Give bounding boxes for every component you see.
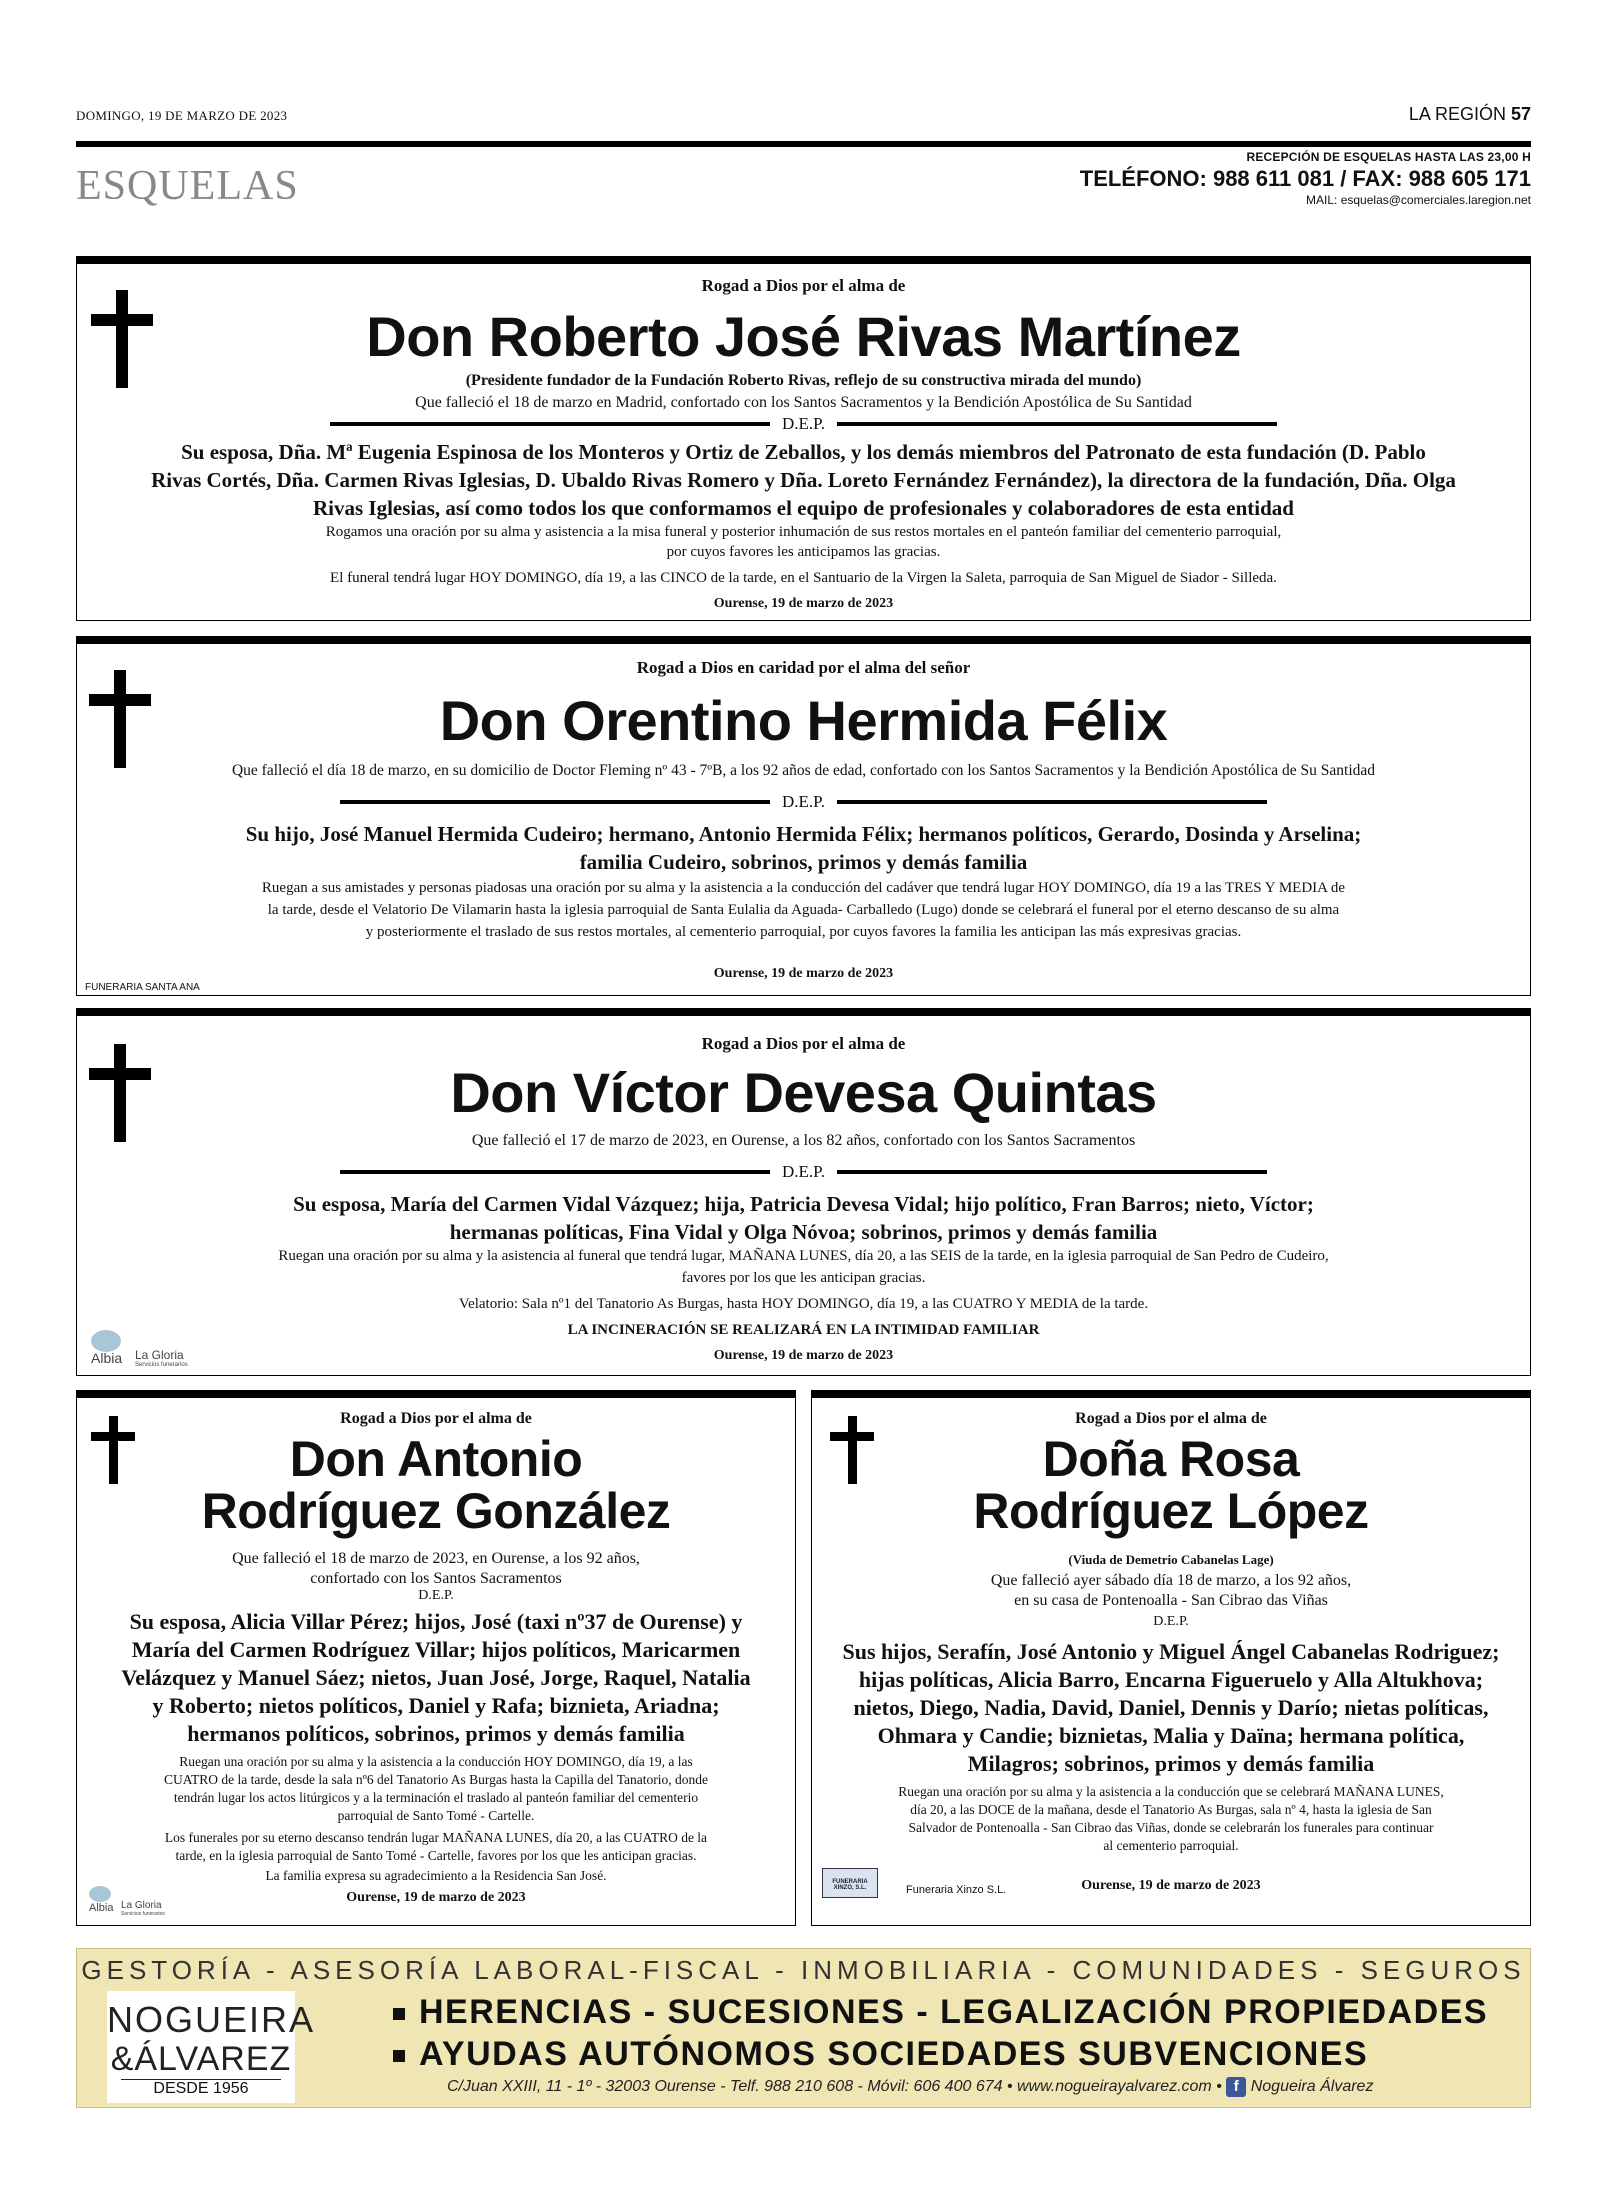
ceremony-text: Salvador de Pontenoalla - San Cibrao das Viñas, donde se celebrarán los funerales para continuar [908,1820,1434,1835]
newspaper-name [1409,104,1531,125]
ad-line-1: HERENCIAS - SUCESIONES - LEGALIZACIÓN PROPIEDADES [393,1993,1488,2032]
dep-label: D.E.P. [782,1162,825,1181]
deceased-name: Don Orentino Hermida Félix [439,689,1168,752]
deceased-name: Don Antonio [289,1431,583,1487]
ceremony-text: la tarde, desde el Velatorio De Vilamarin hasta la iglesia parroquial de Santa Eulalia da Aguada- Carballedo (Lugo) donde se celebrará el funeral por el eterno descanso de su alma [267,902,1340,918]
deceased-name: Don Víctor Devesa Quintas [450,1061,1157,1124]
family-line: hermanos políticos, sobrinos, primos y demás familia [187,1721,685,1746]
albia-logo-icon [89,1886,111,1902]
rogad-line: Rogad a Dios por el alma de [701,1034,906,1053]
velatorio-text: Velatorio: Sala nº1 del Tanatorio As Burgas, hasta HOY DOMINGO, día 19, a las CUATRO Y MEDIA de la tarde. [458,1296,1149,1312]
family-line: Su esposa, Dña. Mª Eugenia Espinosa de los Monteros y Ortiz de Zeballos, y los demás miembros del Patronato de esta fundación (D. Pablo [181,440,1426,464]
advertisement-nogueira-alvarez [76,1948,1531,2108]
paper-title: LA REGIÓN [1408,104,1506,124]
family-line: familia Cudeiro, sobrinos, primos y demás familia [579,850,1028,874]
place-date: Ourense, 19 de marzo de 2023 [713,596,894,611]
deceased-subtitle: (Presidente fundador de la Fundación Roberto Rivas, reflejo de su constructiva mirada del mundo) [465,372,1142,389]
ceremony-text: día 20, a las DOCE de la mañana, desde el Tanatorio As Burgas, sala nº 4, hasta la iglesia de San [910,1802,1432,1817]
death-notice: Que falleció el día 18 de marzo, en su domicilio de Doctor Fleming nº 43 - 7ºB, a los 92 años de edad, confortado con los Santos Sacramentos y la Bendición Apostólica de Su Santidad [231,762,1376,779]
funeral-home: Funeraria Xinzo S.L. [906,1884,1007,1896]
family-line: Su esposa, Alicia Villar Pérez; hijos, José (taxi nº37 de Ourense) y [129,1609,743,1634]
family-line: Su hijo, José Manuel Hermida Cudeiro; hermano, Antonio Hermida Félix; hermanos políticos, Gerardo, Dosinda y Arselina; [245,822,1362,846]
family-line: hijas políticas, Alicia Barro, Encarna Figueruelo y Alla Altukhova; [858,1667,1484,1692]
ad-line-2: AYUDAS AUTÓNOMOS SOCIEDADES SUBVENCIONES [393,2035,1368,2074]
family-line: hermanas políticas, Fina Vidal y Olga Nóvoa; sobrinos, primos y demás familia [449,1220,1158,1244]
place-date: Ourense, 19 de marzo de 2023 [713,966,894,981]
family-line: Sus hijos, Serafín, José Antonio y Miguel Ángel Cabanelas Rodriguez; [842,1639,1500,1664]
death-notice: Que falleció el 18 de marzo en Madrid, confortado con los Santos Sacramentos y la Bendición Apostólica de Su Santidad [415,394,1192,411]
dep-label: D.E.P. [782,792,825,811]
family-line: Ohmara y Candie; biznietas, Malia y Daïna; hermana política, [877,1723,1465,1748]
death-notice: en su casa de Pontenoalla - San Cibrao das Viñas [1014,1592,1328,1609]
obituary-victor-devesa [76,1008,1531,1376]
prayer-text: Rogamos una oración por su alma y asistencia a la misa funeral y posterior inhumación de sus restos mortales en el panteón familiar del cementerio parroquial, [325,524,1282,540]
facebook-name: Nogueira Álvarez [1250,2078,1374,2096]
albia-logo: Albia [89,1886,113,1914]
place-date: Ourense, 19 de marzo de 2023 [713,1348,894,1363]
la-gloria-logo: La Gloria Servicios funerarios [121,1900,165,1917]
facebook-icon: f [1226,2077,1246,2097]
ad-address: C/Juan XXIII, 11 - 1º - 32003 Ourense - Telf. 988 210 608 - Móvil: 606 400 674 • www.nogueirayalvarez.com • f Nogueira Álvarez [447,2078,1374,2096]
ceremony-text: CUATRO de la tarde, desde la sala nº6 del Tanatorio As Burgas hasta la Capilla del Tanatorio, donde [163,1772,709,1787]
albia-logo: Albia [91,1330,122,1366]
bullet-icon [393,2050,405,2062]
dep-label: D.E.P. [782,414,825,433]
family-line: Su esposa, María del Carmen Vidal Vázquez; hija, Patricia Devesa Vidal; hijo político, Fran Barros; nieto, Víctor; [293,1192,1314,1216]
family-line: Rivas Iglesias, así como todos los que conformamos el equipo de profesionales y colaboradores de esta entidad [313,496,1294,520]
incineration-note: LA INCINERACIÓN SE REALIZARÁ EN LA INTIMIDAD FAMILIAR [567,1322,1040,1338]
ceremony-text: Ruegan una oración por su alma y la asistencia a la conducción que se celebrará MAÑANA LUNES, [898,1784,1444,1799]
contact-block [1080,150,1531,207]
albia-logo-icon [91,1330,121,1352]
death-notice: Que falleció el 18 de marzo de 2023, en Ourense, a los 92 años, [232,1550,640,1567]
reception-hours: RECEPCIÓN DE ESQUELAS HASTA LAS 23,00 H [1246,150,1531,164]
ceremony-text: Los funerales por su eterno descanso tendrán lugar MAÑANA LUNES, día 20, a las CUATRO de la [164,1830,708,1845]
family-line: Velázquez y Manuel Sáez; nietos, Juan José, Jorge, Raquel, Natalia [121,1665,751,1690]
phone-fax: TELÉFONO: 988 611 081 / FAX: 988 605 171 [1079,166,1531,191]
death-notice: Que falleció ayer sábado día 18 de marzo, a los 92 años, [990,1572,1352,1589]
dep-label: D.E.P. [418,1588,454,1603]
page-header [76,104,1531,128]
dep-divider [77,414,1530,434]
obituary-roberto-rivas [76,256,1531,621]
thanks-text: La familia expresa su agradecimiento a la Residencia San José. [265,1868,607,1883]
death-notice: confortado con los Santos Sacramentos [310,1570,562,1587]
widow-note: (Viuda de Demetrio Cabanelas Lage) [1068,1552,1274,1567]
ceremony-text: favores por los que les anticipan gracias. [681,1270,926,1286]
page-number: 57 [1510,104,1531,124]
family-line: María del Carmen Rodríguez Villar; hijos políticos, Maricarmen [131,1637,741,1662]
la-gloria-logo: La Gloria Servicios funerarios [135,1348,188,1368]
dep-label: D.E.P. [1153,1614,1189,1629]
funeraria-xinzo-logo: FUNERARIA XINZO, S.L. [822,1868,878,1898]
obituary-antonio-rodriguez [76,1390,796,1926]
obituary-orentino-hermida [76,636,1531,996]
obituary-rosa-rodriguez [811,1390,1531,1926]
contact-mail: MAIL: esquelas@comerciales.laregion.net [1306,193,1531,207]
place-date: Ourense, 19 de marzo de 2023 [1081,1878,1261,1893]
bullet-icon [393,2008,405,2020]
deceased-name: Don Roberto José Rivas Martínez [366,305,1241,368]
ceremony-text: tendrán lugar los actos litúrgicos y a la terminación el traslado al panteón familiar del cementerio [173,1790,699,1805]
death-notice: Que falleció el 17 de marzo de 2023, en Ourense, a los 82 años, confortado con los Santos Sacramentos [471,1132,1136,1149]
funeral-home: FUNERARIA SANTA ANA [85,982,200,993]
funeral-text: El funeral tendrá lugar HOY DOMINGO, día 19, a las CINCO de la tarde, en el Santuario de la Virgen la Saleta, parroquia de San Miguel de Siador - Silleda. [330,570,1277,586]
ceremony-text: tarde, en la iglesia parroquial de Santo Tomé - Cartelle, favores por los que les anticipan gracias. [175,1848,697,1863]
rogad-line: Rogad a Dios por el alma de [1075,1410,1267,1427]
deceased-name: Rodríguez López [973,1483,1369,1539]
ad-services: GESTORÍA - ASESORÍA LABORAL-FISCAL - INMOBILIARIA - COMUNIDADES - SEGUROS [81,1955,1526,1985]
ceremony-text: Ruegan una oración por su alma y la asistencia a la conducción HOY DOMINGO, día 19, a las [179,1754,693,1769]
header-date: DOMINGO, 19 DE MARZO DE 2023 [76,108,288,123]
prayer-text: por cuyos favores les anticipamos las gracias. [666,544,941,560]
ceremony-text: Ruegan una oración por su alma y la asistencia al funeral que tendrá lugar, MAÑANA LUNES, día 20, a las SEIS de la tarde, en la iglesia parroquial de San Pedro de Cudeiro, [278,1248,1329,1264]
deceased-name: Rodríguez González [201,1483,671,1539]
dep-divider [77,792,1530,812]
family-line: nietos, Diego, Nadia, David, Daniel, Dennis y Darío; nietas políticas, [853,1695,1489,1720]
section-title: ESQUELAS [76,163,299,209]
ceremony-text: Ruegan a sus amistades y personas piadosas una oración por su alma y la asistencia a la conducción del cadáver que tendrá lugar HOY DOMINGO, día 19 a las TRES Y MEDIA de [261,880,1346,896]
ceremony-text: al cementerio parroquial. [1103,1838,1239,1853]
family-line: Rivas Cortés, Dña. Carmen Rivas Iglesias, D. Ubaldo Rivas Romero y Dña. Loreto Fernández Fernández), la directora de la fundación, Dña. Olga [151,468,1456,492]
rogad-line: Rogad a Dios en caridad por el alma del señor [636,658,971,677]
header-rule [76,141,1531,147]
ceremony-text: y posteriormente el traslado de sus restos mortales, al cementerio parroquial, por cuyos favores la familia les anticipan las más expresivas gracias. [365,924,1242,940]
dep-divider [77,1162,1530,1182]
ceremony-text: parroquial de Santo Tomé - Cartelle. [337,1808,535,1823]
nogueira-alvarez-logo: NOGUEIRA &ÁLVAREZ DESDE 1956 [107,1991,295,2103]
deceased-name: Doña Rosa [1042,1431,1300,1487]
place-date: Ourense, 19 de marzo de 2023 [346,1890,526,1905]
rogad-line: Rogad a Dios por el alma de [340,1410,532,1427]
rogad-line: Rogad a Dios por el alma de [701,276,906,295]
family-line: Milagros; sobrinos, primos y demás familia [967,1751,1375,1776]
family-line: y Roberto; nietos políticos, Daniel y Rafa; biznieta, Ariadna; [152,1693,720,1718]
